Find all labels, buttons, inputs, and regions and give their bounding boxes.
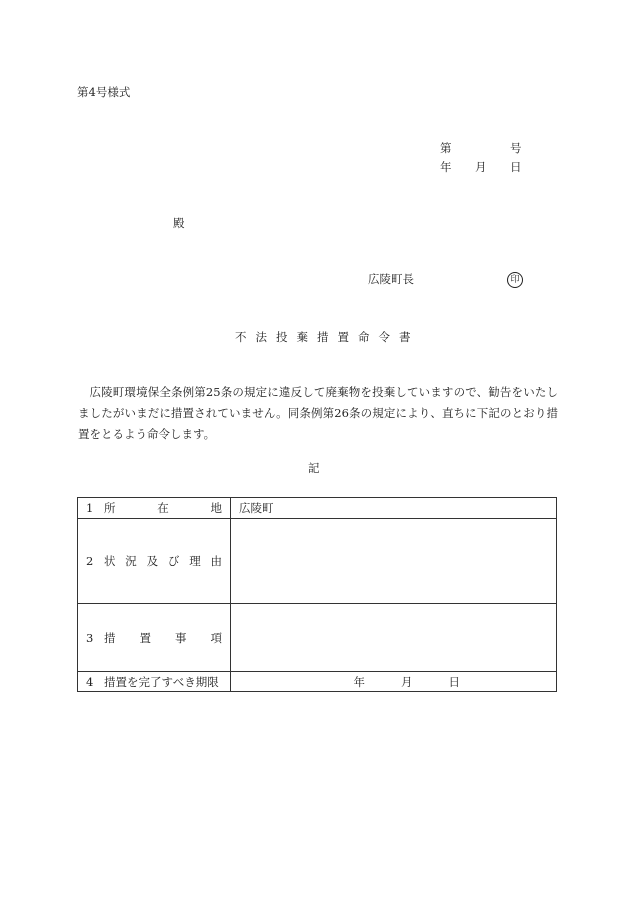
deadline-value	[231, 672, 557, 692]
label-char: 状	[104, 554, 116, 568]
date-month-label: 月	[475, 160, 487, 174]
form-number: 第4号様式	[77, 85, 131, 99]
document-title: 不法投棄措置命令書	[235, 330, 420, 344]
doc-number-prefix: 第	[440, 141, 452, 155]
label-char: 項	[210, 630, 222, 645]
label-char: 措	[104, 630, 116, 645]
label-char: 由	[210, 554, 222, 568]
row-label	[78, 672, 231, 692]
deadline-month-label: 月	[401, 674, 413, 689]
row-label	[78, 604, 231, 672]
location-value: 広陵町	[231, 498, 557, 519]
addressee-honorific: 殿	[173, 216, 185, 230]
label-char: 所	[104, 501, 116, 515]
label-char: び	[167, 554, 180, 568]
note-heading: 記	[308, 461, 320, 475]
label-char: 置	[139, 630, 151, 645]
table-row	[78, 519, 557, 604]
row-label	[78, 519, 231, 604]
order-details-table	[77, 497, 557, 692]
row-label	[78, 498, 231, 519]
measures-value	[231, 604, 557, 672]
body-text: 広陵町環境保全条例第25条の規定に違反して廃棄物を投棄していますので、勧告をいたしましたがいまだに措置されていません。同条例第26条の規定により、直ちに下記のとおり措置をとるよう命令します。	[78, 385, 558, 441]
label-char: 況	[125, 554, 137, 568]
date-year-label: 年	[440, 160, 452, 174]
deadline-year-label: 年	[353, 674, 365, 689]
label-char: 在	[157, 501, 169, 515]
date-day-label: 日	[510, 160, 522, 174]
table-row	[78, 498, 557, 519]
doc-number-suffix: 号	[510, 141, 522, 155]
row-number: 2	[86, 554, 94, 568]
row-number: 4	[86, 674, 94, 689]
label-char: 理	[189, 554, 201, 568]
deadline-label: 措置を完了すべき期限	[104, 674, 219, 689]
row-number: 1	[86, 501, 94, 515]
table-row	[78, 672, 557, 692]
issuer-title: 広陵町長	[368, 272, 414, 286]
table-row	[78, 604, 557, 672]
label-char: 事	[175, 630, 187, 645]
situation-reason-value	[231, 519, 557, 604]
seal-icon: 印	[507, 272, 523, 288]
label-char: 及	[146, 554, 159, 568]
row-number: 3	[86, 630, 94, 645]
label-char: 地	[210, 501, 222, 515]
deadline-day-label: 日	[448, 674, 460, 689]
